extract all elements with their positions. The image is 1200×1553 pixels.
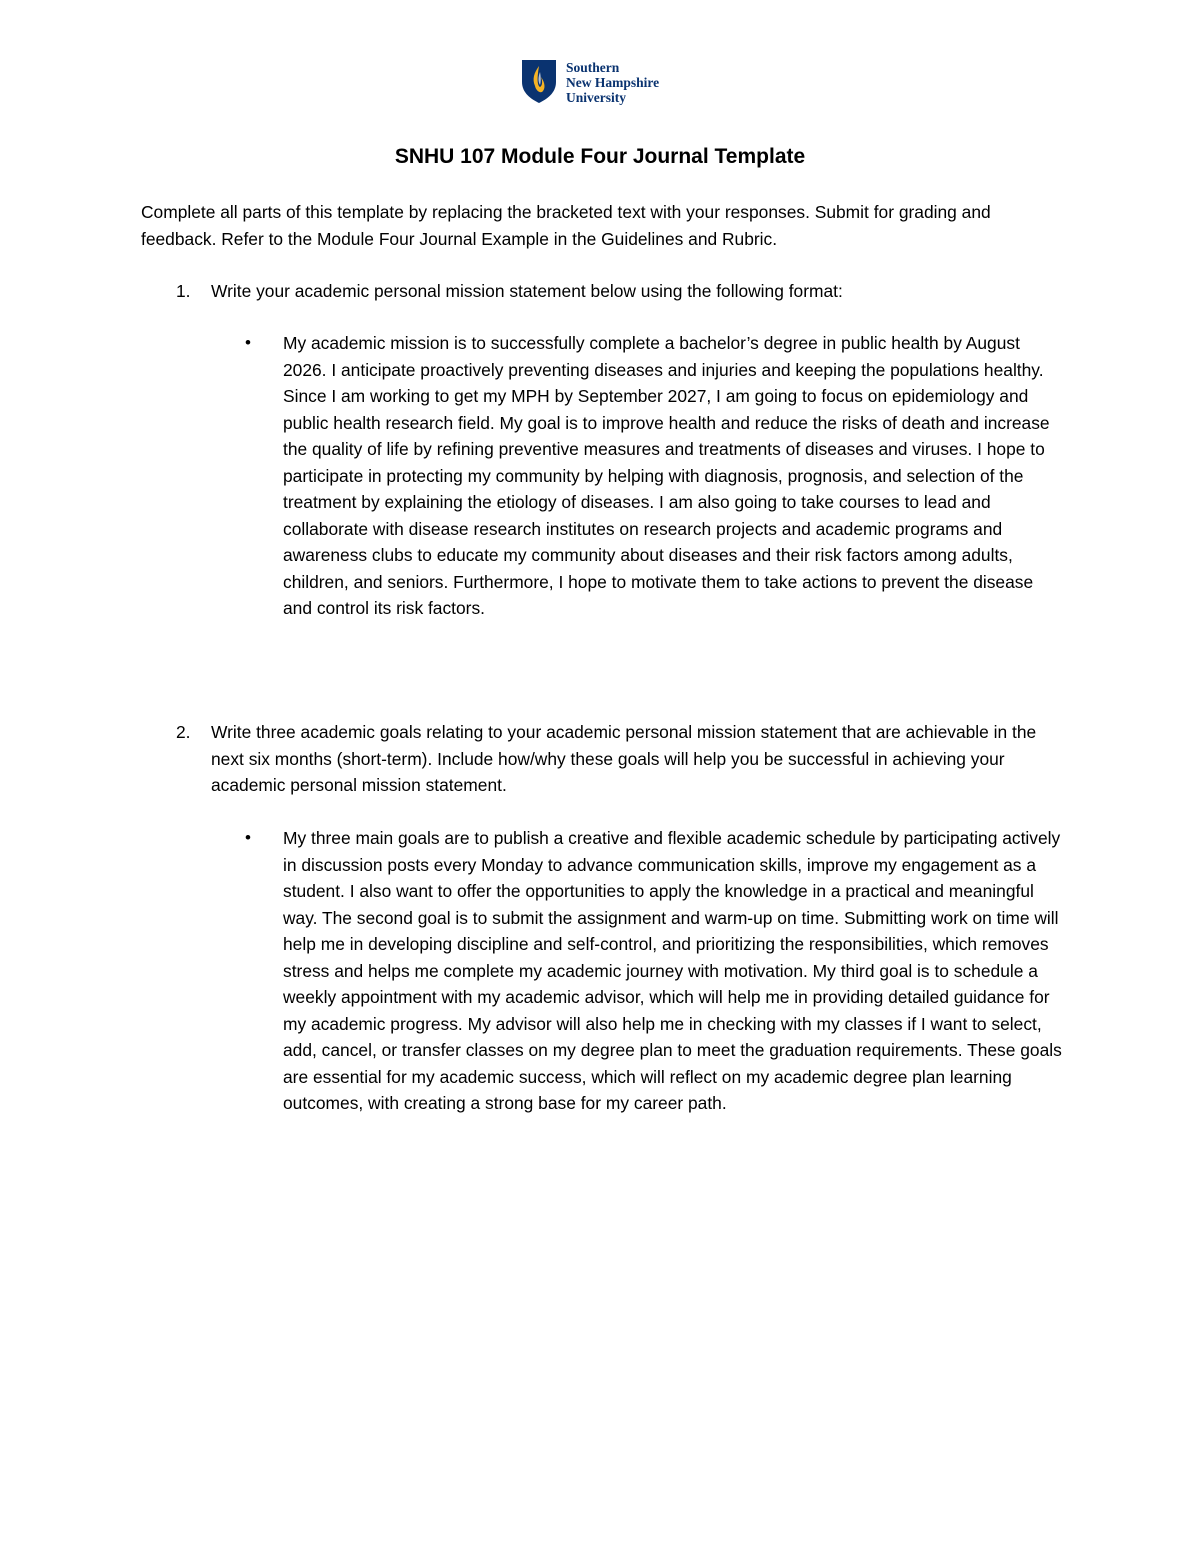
shield-flame-icon <box>520 58 558 104</box>
bullet-1: • <box>245 333 251 352</box>
response-2-text: My three main goals are to publish a creative and flexible academic schedule by participating actively in discussion posts every Monday to advance communication skills, improve my engagement as a student. I also want to offer the opportunities to apply the knowledge in a practical and meaningful way. The second goal is to submit the assignment and warm-up on time. Submitting work on time will help me in developing discipline and self-control, and prioritizing the responsibilities, which removes stress and helps me complete my academic journey with motivation. My third goal is to schedule a weekly appointment with my academic advisor, which will help me in providing detailed guidance for my academic progress. My advisor will also help me in checking with my classes if I want to select, add, cancel, or transfer classes on my degree plan to meet the graduation requirements. These goals are essential for my academic success, which will reflect on my academic degree plan learning outcomes, with creating a strong base for my career path. <box>283 828 1062 1113</box>
logo-line-3: University <box>566 90 626 105</box>
question-2-number: 2. <box>176 722 191 742</box>
logo-line-2: New Hampshire <box>566 75 660 90</box>
response-2 <box>141 825 1071 1117</box>
logo-wordmark <box>566 60 659 105</box>
question-2 <box>141 719 1061 799</box>
question-1-number: 1. <box>176 281 191 301</box>
question-2-prompt: Write three academic goals relating to your academic personal mission statement that are achievable in the next six months (short-term). Include how/why these goals will help you be successful in achieving your academic personal mission statement. <box>211 722 1037 795</box>
question-1-prompt: Write your academic personal mission statement below using the following format: <box>211 281 843 301</box>
question-1 <box>141 278 1061 305</box>
snhu-logo <box>520 58 659 105</box>
logo-line-1: Southern <box>566 60 620 75</box>
response-1-text: My academic mission is to successfully complete a bachelor’s degree in public health by August 2026. I anticipate proactively preventing diseases and injuries and keeping the populations healthy. Since I am working to get my MPH by September 2027, I am going to focus on epidemiology and public health research field. My goal is to improve health and reduce the risks of death and increase the quality of life by refining preventive measures and treatments of diseases and viruses. I hope to participate in protecting my community by helping with diagnosis, prognosis, and selection of the treatment by explaining the etiology of diseases. I am also going to take courses to lead and collaborate with disease research institutes on research projects and academic programs and awareness clubs to educate my community about diseases and their risk factors among adults, children, and seniors. Furthermore, I hope to motivate them to take actions to prevent the disease and control its risk factors. <box>283 333 1050 618</box>
response-1 <box>141 330 1071 622</box>
instructions-paragraph: Complete all parts of this template by replacing the bracketed text with your responses. Submit for grading and feedback. Refer to the Module Four Journal Example in the Guidelines and Rubric. <box>141 202 991 249</box>
bullet-2: • <box>245 828 251 847</box>
document-title: SNHU 107 Module Four Journal Template <box>394 145 806 168</box>
